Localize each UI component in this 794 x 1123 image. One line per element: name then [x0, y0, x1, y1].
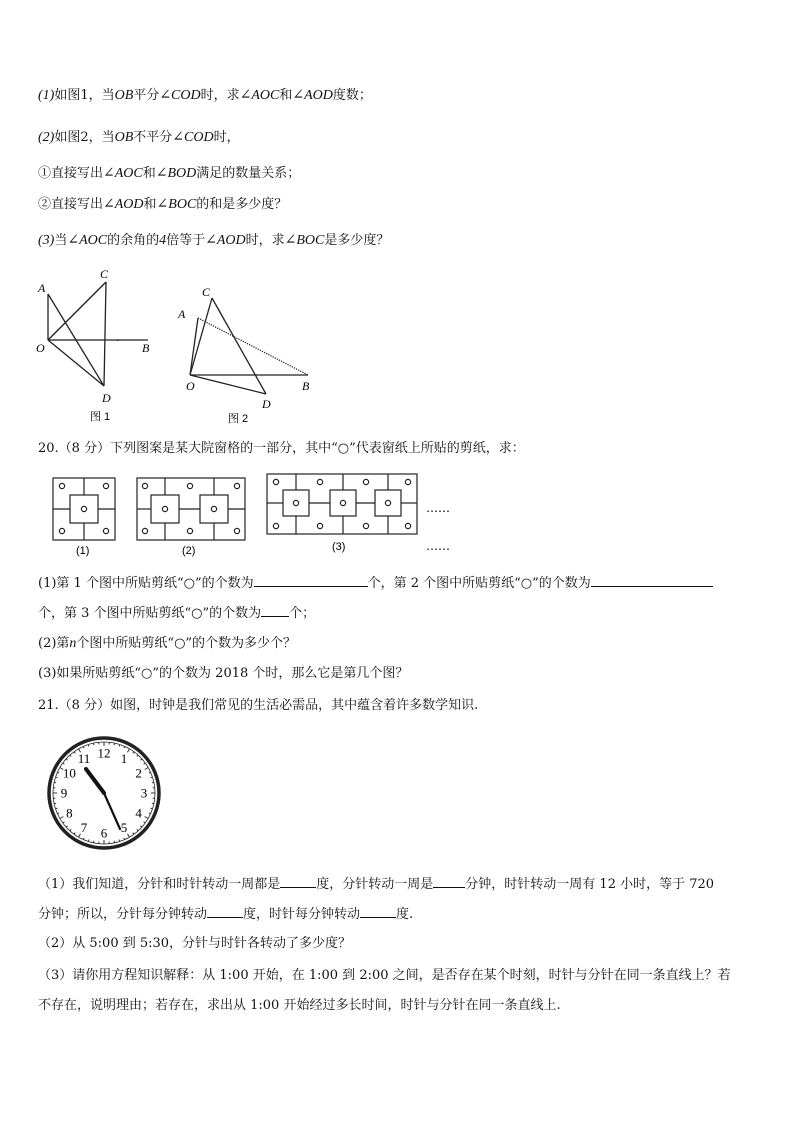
hour-hand	[86, 769, 104, 793]
label-a: A	[38, 281, 46, 295]
math-angle: ∠AOC	[239, 88, 280, 103]
ellipsis-right: ……	[426, 501, 450, 515]
answer-blank[interactable]	[360, 903, 396, 918]
clock-tick	[88, 840, 89, 842]
window-lattice-figures	[50, 470, 470, 562]
clock-tick	[74, 752, 75, 754]
text: 时，求	[200, 88, 240, 103]
q21-part3-line1: （3）请你用方程知识解释：从 1:00 开始，在 1:00 到 2:00 之间，是否存在某个时刻，时针与分针在同一条直线上？若	[38, 968, 731, 983]
answer-blank[interactable]	[591, 572, 713, 587]
clock-tick	[119, 745, 120, 747]
text: 和	[279, 88, 293, 103]
math-angle: ∠AOD	[103, 197, 144, 212]
clock-numeral: 11	[77, 750, 91, 766]
part-number: (3)	[38, 233, 55, 248]
text: 时，	[213, 130, 240, 145]
math-ob: OB	[114, 130, 134, 145]
clock-tick	[149, 813, 151, 814]
clock-tick	[119, 840, 120, 842]
math-angle: ∠AOC	[67, 233, 108, 248]
clock-numeral: 4	[135, 805, 142, 821]
text: (1)第 1 个图中所贴剪纸“○”的个数为	[38, 576, 254, 591]
pattern-caption-3: (3)	[332, 541, 346, 553]
text: 如图2，当	[54, 130, 115, 145]
clock-tick	[83, 746, 84, 748]
text: 个，第 2 个图中所贴剪纸“○”的个数为	[367, 576, 591, 591]
figure-1	[30, 262, 170, 432]
clock-tick	[128, 749, 130, 753]
clock-numeral: 6	[100, 825, 108, 841]
label-d: D	[102, 391, 111, 405]
clock-tick	[145, 768, 149, 770]
q19-part2	[38, 128, 240, 148]
math-angle: ∠COD	[159, 88, 201, 103]
clock-tick	[145, 817, 149, 819]
label-d: D	[262, 397, 271, 411]
text: 如图1，当	[54, 88, 115, 103]
text: (2)第	[38, 636, 70, 651]
clock-tick	[88, 745, 89, 747]
clock-tick	[66, 826, 68, 827]
label-a: A	[178, 307, 186, 321]
clock-tick	[124, 746, 125, 748]
pattern-caption-1: (1)	[76, 545, 90, 557]
text: 度，分针转动一周是	[316, 877, 434, 892]
clock-tick	[140, 759, 142, 760]
answer-blank[interactable]	[207, 903, 243, 918]
label-c: C	[100, 267, 109, 281]
text: 当	[54, 233, 68, 248]
label-c: C	[202, 285, 211, 299]
math-angle: ∠AOC	[103, 166, 143, 181]
clock-tick	[66, 759, 68, 760]
clock-numeral: 3	[140, 785, 148, 801]
part-number: (1)	[38, 88, 55, 103]
q20-line3	[38, 634, 296, 654]
text: 度.	[396, 907, 414, 922]
clock-tick	[149, 772, 151, 773]
text: 时，求	[245, 233, 285, 248]
text: 的和是多少度？	[196, 197, 288, 212]
clock-tick	[133, 833, 134, 835]
math-angle: ∠BOC	[284, 233, 325, 248]
clock-tick	[144, 763, 146, 764]
text: 的余角的	[107, 233, 160, 248]
text: 个图中所贴剪纸“○”的个数为多少个？	[76, 636, 297, 651]
clock-numeral: 2	[135, 765, 142, 781]
math-angle: ∠AOD	[292, 88, 333, 103]
clock-numeral: 7	[80, 820, 88, 836]
text: 分钟；所以，分针每分钟转动	[38, 907, 208, 922]
math-angle: ∠BOC	[156, 197, 197, 212]
text: 不平分	[133, 130, 173, 145]
q21-part3-line2: 不存在，说明理由；若存在，求出从 1:00 开始经过多长时间，时针与分针在同一条直线上.	[38, 998, 561, 1013]
clock-tick	[63, 763, 65, 764]
clock-tick	[137, 829, 138, 831]
text: 个，第 3 个图中所贴剪纸“○”的个数为	[38, 606, 262, 621]
clock-tick	[124, 838, 125, 840]
label-b: B	[142, 341, 150, 355]
clock-face	[46, 735, 162, 851]
math-angle: ∠BOD	[155, 166, 197, 181]
text: 满足的数量关系；	[196, 166, 301, 181]
text: 分钟，时针转动一周有 12 小时，等于 720	[465, 877, 715, 892]
text: ①直接写出	[38, 166, 104, 181]
math-angle: ∠AOD	[205, 233, 246, 248]
q20-line2	[38, 602, 315, 624]
clock-numeral: 12	[97, 745, 111, 761]
q21-part2: （2）从 5:00 到 5:30，分针与时针各转动了多少度？	[38, 936, 352, 951]
math-ob: OB	[114, 88, 134, 103]
clock-tick	[151, 808, 153, 809]
dot-mark: ·	[116, 333, 119, 347]
text: 平分	[133, 88, 160, 103]
clock-tick	[70, 829, 71, 831]
clock-numeral: 10	[62, 765, 76, 781]
clock-tick	[56, 777, 58, 778]
clock-tick	[56, 808, 58, 809]
q21-part1-line2	[38, 903, 413, 925]
text: 个；	[289, 606, 316, 621]
clock-tick	[151, 777, 153, 778]
text: （1）我们知道，分针和时针转动一周都是	[38, 877, 281, 892]
figure-caption: 图 2	[228, 413, 249, 425]
label-b: B	[302, 379, 310, 393]
clock-tick	[140, 826, 142, 827]
figure-caption: 图 1	[90, 411, 111, 423]
q19-sub1	[38, 164, 300, 184]
text: 度数；	[332, 88, 372, 103]
label-o: O	[36, 341, 45, 355]
text: 是多少度？	[324, 233, 390, 248]
text: 和	[143, 197, 157, 212]
text: ②直接写出	[38, 197, 104, 212]
q19-part1	[38, 86, 372, 106]
clock-tick	[70, 755, 71, 757]
q20-line1	[38, 572, 713, 594]
minute-hand	[104, 793, 120, 829]
text: 倍等于	[166, 233, 206, 248]
q21-part1-line1	[38, 873, 714, 895]
clock-tick	[137, 755, 138, 757]
answer-blank[interactable]	[254, 572, 368, 587]
clock-numeral: 8	[66, 805, 73, 821]
clock-tick	[60, 817, 64, 819]
math-n: n	[69, 636, 77, 651]
text: 和	[142, 166, 156, 181]
clock-tick	[83, 838, 84, 840]
q20-line4: (3)如果所贴剪纸“○”的个数为 2018 个时，那么它是第几个图？	[38, 666, 409, 681]
math-number: 4	[159, 233, 167, 248]
ellipsis-below: ……	[426, 539, 450, 553]
q19-part3	[38, 231, 389, 251]
clock-numeral: 5	[120, 820, 128, 836]
label-o: O	[186, 379, 195, 393]
answer-blank[interactable]	[433, 873, 465, 888]
q20-heading: 20.（8 分）下列图案是某大院窗格的一部分，其中“○”代表窗纸上所贴的剪纸，求：	[38, 441, 525, 456]
pattern-caption-2: (2)	[182, 545, 196, 557]
clock-tick	[57, 772, 59, 773]
clock-numeral: 1	[120, 750, 128, 766]
clock-tick	[57, 813, 59, 814]
clock-tick	[128, 834, 130, 838]
clock-tick	[144, 822, 146, 823]
q21-heading: 21.（8 分）如图，时钟是我们常见的生活必需品，其中蕴含着许多数学知识.	[38, 698, 479, 713]
text: 度，时针每分钟转动	[243, 907, 361, 922]
math-angle: ∠COD	[172, 130, 214, 145]
answer-blank[interactable]	[280, 873, 316, 888]
figure-2	[170, 282, 330, 432]
clock-tick	[63, 822, 65, 823]
answer-blank[interactable]	[261, 602, 289, 617]
clock-tick	[74, 833, 75, 835]
part-number: (2)	[38, 130, 55, 145]
clock-numeral: 9	[60, 785, 68, 801]
clock-tick	[133, 752, 134, 754]
q19-sub2	[38, 195, 287, 215]
